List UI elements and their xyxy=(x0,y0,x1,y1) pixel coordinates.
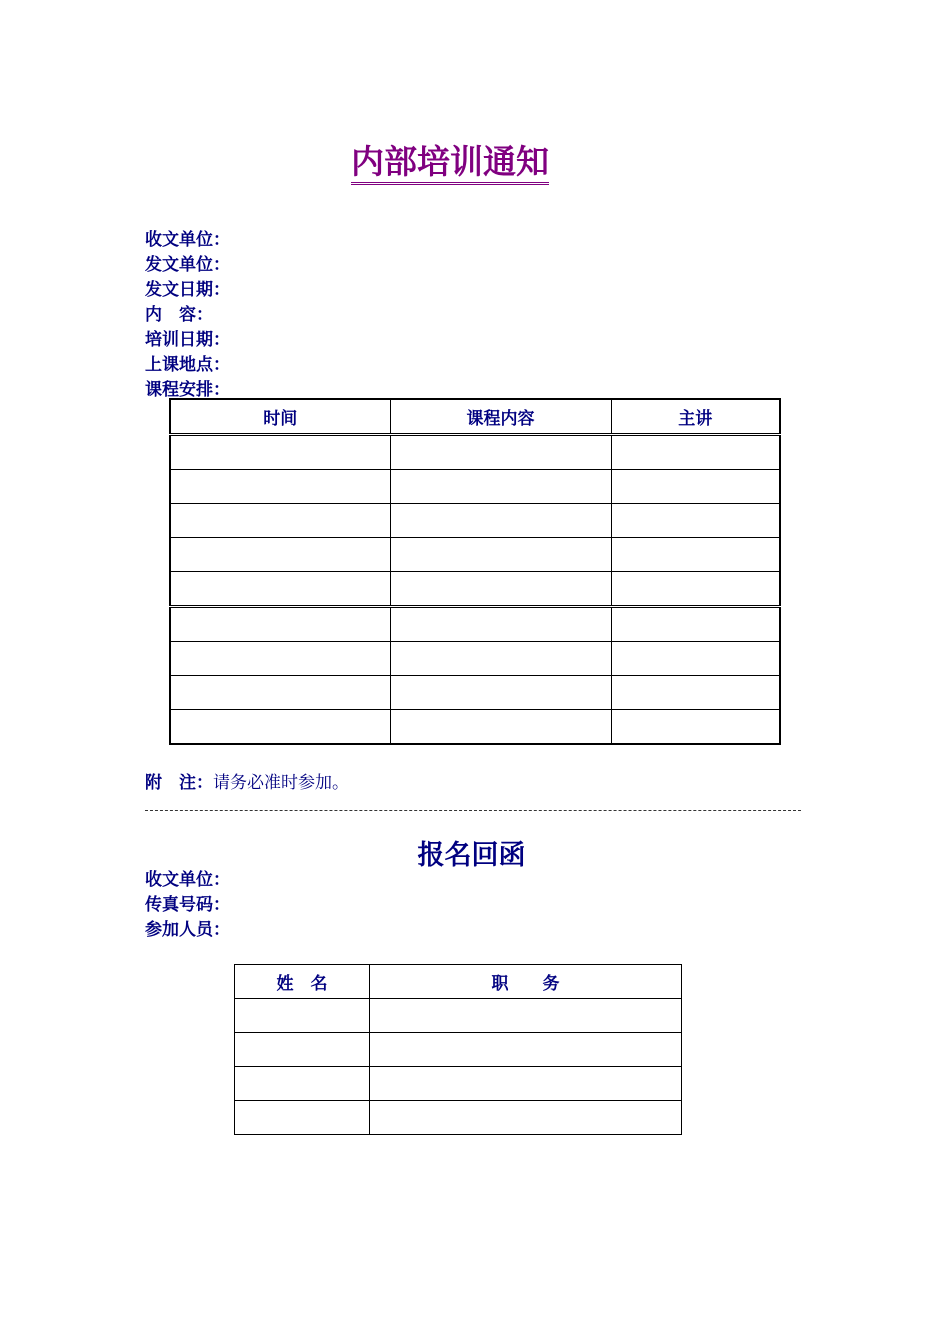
note-line xyxy=(145,768,349,793)
table-cell[interactable] xyxy=(390,538,611,572)
table-row xyxy=(170,642,780,676)
table-cell[interactable] xyxy=(390,504,611,538)
table-row xyxy=(235,999,682,1033)
table-row xyxy=(170,572,780,607)
note-label: 附 注： xyxy=(145,773,213,793)
table-cell[interactable] xyxy=(370,1067,682,1101)
table-row xyxy=(235,1067,682,1101)
table-cell[interactable] xyxy=(170,710,390,745)
notice-fields xyxy=(145,228,230,403)
field-content: 内 容： xyxy=(145,305,213,325)
reply-title: 报名回函 xyxy=(417,840,526,871)
field-training-date: 培训日期： xyxy=(145,330,230,350)
table-cell[interactable] xyxy=(370,999,682,1033)
header-lecturer: 主讲 xyxy=(611,399,780,435)
schedule-table xyxy=(169,398,781,745)
attendee-header-row xyxy=(235,965,682,999)
table-cell[interactable] xyxy=(370,1101,682,1135)
field-issuing-unit: 发文单位： xyxy=(145,255,230,275)
table-cell[interactable] xyxy=(390,676,611,710)
table-cell[interactable] xyxy=(611,676,780,710)
table-cell[interactable] xyxy=(611,538,780,572)
table-cell[interactable] xyxy=(390,710,611,745)
table-cell[interactable] xyxy=(235,999,370,1033)
table-cell[interactable] xyxy=(170,470,390,504)
table-cell[interactable] xyxy=(611,607,780,642)
table-row xyxy=(170,538,780,572)
table-cell[interactable] xyxy=(390,642,611,676)
table-cell[interactable] xyxy=(170,538,390,572)
header-course-content: 课程内容 xyxy=(390,399,611,435)
document-title-text: 内部培训通知 xyxy=(351,142,549,185)
document-title xyxy=(0,136,900,183)
field-participants: 参加人员： xyxy=(145,920,230,940)
table-cell[interactable] xyxy=(235,1101,370,1135)
table-cell[interactable] xyxy=(390,572,611,607)
table-cell[interactable] xyxy=(611,710,780,745)
attendee-table xyxy=(234,964,682,1135)
table-cell[interactable] xyxy=(235,1067,370,1101)
table-cell[interactable] xyxy=(390,607,611,642)
table-row xyxy=(170,710,780,745)
schedule-header-row xyxy=(170,399,780,435)
field-issue-date: 发文日期： xyxy=(145,280,230,300)
table-row xyxy=(235,1101,682,1135)
table-cell[interactable] xyxy=(170,676,390,710)
table-cell[interactable] xyxy=(390,470,611,504)
table-cell[interactable] xyxy=(170,572,390,607)
header-name: 姓 名 xyxy=(235,965,370,999)
table-cell[interactable] xyxy=(170,435,390,470)
table-cell[interactable] xyxy=(611,572,780,607)
table-row xyxy=(170,676,780,710)
table-cell[interactable] xyxy=(611,642,780,676)
table-row xyxy=(235,1033,682,1067)
table-cell[interactable] xyxy=(611,470,780,504)
table-cell[interactable] xyxy=(390,435,611,470)
table-cell[interactable] xyxy=(611,435,780,470)
table-row xyxy=(170,607,780,642)
table-cell[interactable] xyxy=(611,504,780,538)
header-time: 时间 xyxy=(170,399,390,435)
header-position: 职 务 xyxy=(370,965,682,999)
field-reply-receiving-unit: 收文单位： xyxy=(145,870,230,890)
note-text: 请务必准时参加。 xyxy=(213,773,349,793)
table-cell[interactable] xyxy=(170,504,390,538)
reply-fields xyxy=(145,868,230,943)
field-fax-number: 传真号码： xyxy=(145,895,230,915)
table-cell[interactable] xyxy=(170,607,390,642)
table-cell[interactable] xyxy=(235,1033,370,1067)
cut-line-divider xyxy=(145,810,801,811)
field-receiving-unit: 收文单位： xyxy=(145,230,230,250)
table-row xyxy=(170,504,780,538)
table-row xyxy=(170,470,780,504)
field-class-location: 上课地点： xyxy=(145,355,230,375)
field-course-schedule: 课程安排： xyxy=(145,380,230,400)
table-cell[interactable] xyxy=(370,1033,682,1067)
table-row xyxy=(170,435,780,470)
table-cell[interactable] xyxy=(170,642,390,676)
